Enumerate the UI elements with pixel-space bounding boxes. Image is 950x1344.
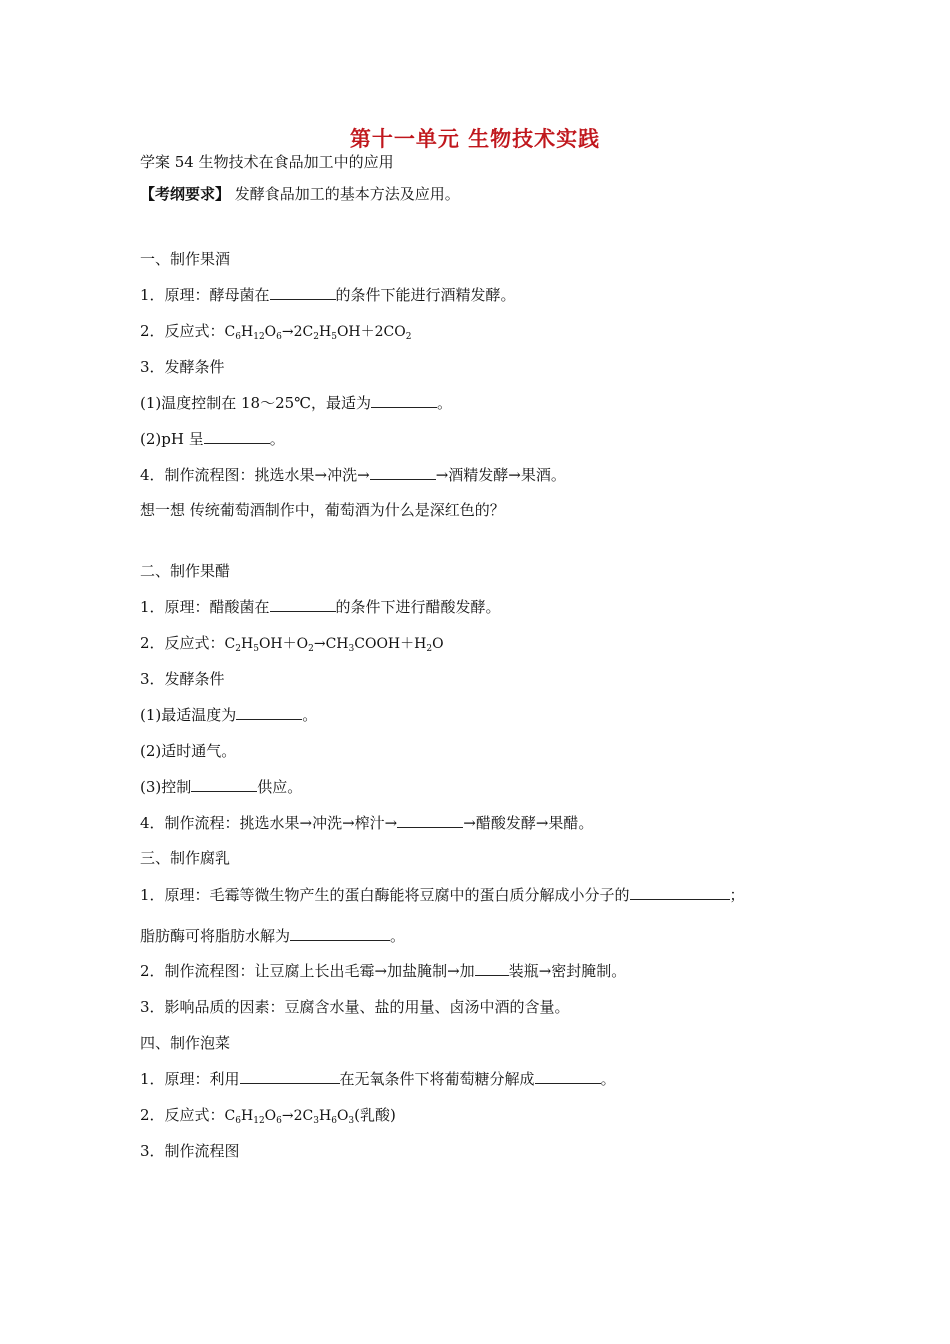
s1-temperature: (1)温度控制在 18～25℃，最适为 。 — [140, 394, 452, 412]
answer-blank[interactable] — [371, 393, 437, 408]
syllabus-requirement — [140, 184, 460, 204]
answer-blank[interactable] — [397, 813, 463, 828]
answer-blank[interactable] — [630, 885, 730, 900]
lesson-title: 学案 54 生物技术在食品加工中的应用 — [140, 153, 394, 171]
section-2-heading: 二、制作果醋 — [140, 562, 231, 580]
section-1-heading: 一、制作果酒 — [140, 250, 231, 268]
answer-blank[interactable] — [535, 1069, 601, 1084]
answer-blank[interactable] — [270, 597, 336, 612]
s1-ph: (2)pH 呈 。 — [140, 430, 285, 448]
section-4-heading: 四、制作泡菜 — [140, 1034, 231, 1052]
s2-conditions: 3．发酵条件 — [140, 670, 225, 688]
s2-equation: 2．反应式：$C_2H_5OH+O_2\to CH_3COOH+H_2O$ — [140, 634, 444, 654]
s2-principle: 1．原理：醋酸菌在 的条件下进行醋酸发酵。 — [140, 598, 501, 616]
s2-temperature: (1)最适温度为 。 — [140, 706, 318, 724]
s4-equation: 2．反应式：$C_6H_{12}O_6\to 2C_3H_6O_3$(乳酸) — [140, 1106, 396, 1126]
s1-flow: 4．制作流程图：挑选水果→冲洗→ →酒精发酵→果酒。 — [140, 466, 566, 484]
answer-blank[interactable] — [270, 285, 336, 300]
requirement-text: 发酵食品加工的基本方法及应用。 — [230, 185, 460, 203]
s3-factors: 3．影响品质的因素：豆腐含水量、盐的用量、卤汤中酒的含量。 — [140, 998, 570, 1016]
answer-blank[interactable] — [370, 465, 436, 480]
answer-blank[interactable] — [290, 926, 390, 941]
s1-principle: 1．原理：酵母菌在 的条件下能进行酒精发酵。 — [140, 286, 516, 304]
answer-blank[interactable] — [475, 961, 509, 976]
s3-flow: 2．制作流程图：让豆腐上长出毛霉→加盐腌制→加 装瓶→密封腌制。 — [140, 962, 627, 980]
answer-blank[interactable] — [240, 1069, 340, 1084]
unit-title: 第十一单元 生物技术实践 — [349, 127, 601, 151]
section-3-heading: 三、制作腐乳 — [140, 849, 231, 867]
s1-equation: 2．反应式：$C_6H_{12}O_6\to 2C_2H_5OH+2CO_2$ — [140, 322, 412, 342]
answer-blank[interactable] — [191, 777, 257, 792]
requirement-label: 【考纲要求】 — [140, 185, 231, 203]
s1-conditions: 3．发酵条件 — [140, 358, 225, 376]
s1-think-question: 想一想 传统葡萄酒制作中，葡萄酒为什么是深红色的？ — [140, 501, 505, 519]
s4-principle: 1．原理：利用 在无氧条件下将葡萄糖分解成 。 — [140, 1070, 616, 1088]
s2-ventilation: (2)适时通气。 — [140, 742, 237, 760]
s3-principle: 1．原理：毛霉等微生物产生的蛋白酶能将豆腐中的蛋白质分解成小分子的 ； — [140, 886, 745, 904]
s2-flow: 4．制作流程：挑选水果→冲洗→榨汁→ →醋酸发酵→果醋。 — [140, 814, 594, 832]
s3-principle-cont: 脂肪酶可将脂肪水解为 。 — [140, 927, 406, 945]
answer-blank[interactable] — [236, 705, 302, 720]
answer-blank[interactable] — [204, 429, 270, 444]
s2-control: (3)控制 供应。 — [140, 778, 303, 796]
s4-flow-heading: 3．制作流程图 — [140, 1142, 240, 1160]
